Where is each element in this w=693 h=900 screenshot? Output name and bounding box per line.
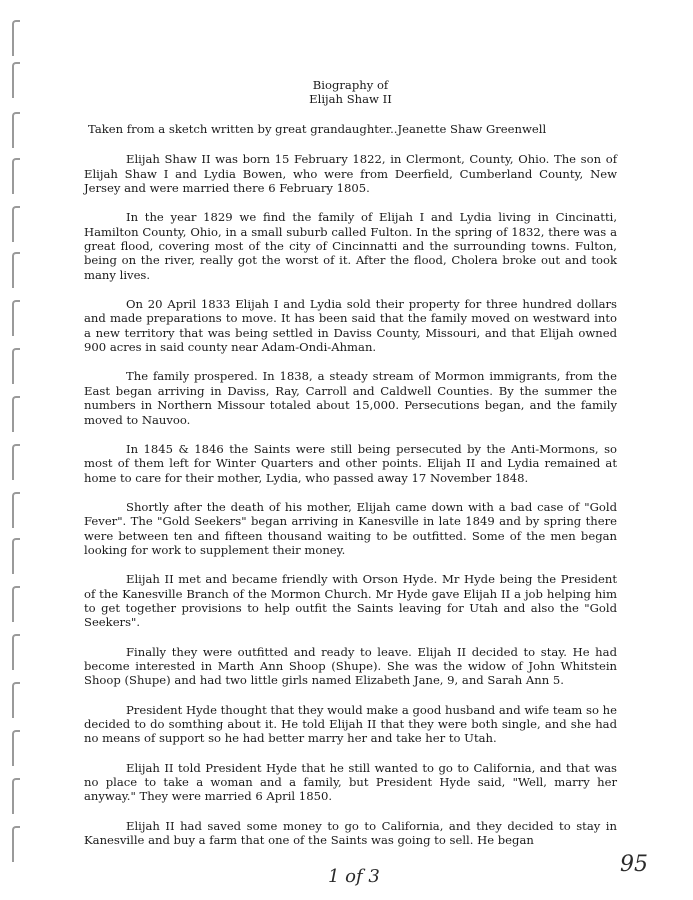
binder-ring xyxy=(12,778,20,814)
paragraph: On 20 April 1833 Elijah I and Lydia sold their property for three hundred dollars and made preparations to move. It has been said that the family moved on westward into a new territory that was being settled in Daviss County, Missouri, and that Elijah owned 900 acres in said county near Adam-Ondi-Ahman. xyxy=(84,297,617,355)
paragraph: Elijah II had saved some money to go to California, and they decided to stay in Kanesville and buy a farm that one of the Saints was going to sell. He began xyxy=(84,818,617,848)
binder-ring xyxy=(12,252,20,288)
binder-ring xyxy=(12,634,20,670)
handwritten-page-indicator: 1 of 3 xyxy=(328,866,380,887)
paragraph: In 1845 & 1846 the Saints were still being persecuted by the Anti-Mormons, so most of them left for Winter Quarters and other points. Elijah II and Lydia remained at home to care for their mother, Lydia, who passed away 17 November 1848. xyxy=(84,441,617,485)
binder-ring xyxy=(12,730,20,766)
binder-ring xyxy=(12,20,20,56)
binder-ring xyxy=(12,348,20,384)
title-line-1: Biography of xyxy=(312,78,389,92)
binder-ring xyxy=(12,586,20,622)
paragraph: In the year 1829 we find the family of Elijah I and Lydia living in Cincinatti, Hamilton County, Ohio, in a small suburb called Fulton. In the spring of 1832, there was a great flood, covering most of the city of Cincinnatti and the surrounding towns. Fulton, being on the river, really got the worst of it. After the flood, Cholera broke out and took many lives. xyxy=(84,210,617,282)
document-page xyxy=(84,78,617,862)
binder-ring xyxy=(12,300,20,336)
source-note: Taken from a sketch written by great grandaughter..Jeanette Shaw Greenwell xyxy=(88,122,547,136)
binder-ring xyxy=(12,112,20,148)
binder-ring xyxy=(12,444,20,480)
binder-ring xyxy=(12,206,20,242)
title-line-2: Elijah Shaw II xyxy=(309,92,392,106)
binder-ring xyxy=(12,158,20,194)
binder-ring xyxy=(12,682,20,718)
binder-ring xyxy=(12,62,20,98)
paragraph: President Hyde thought that they would make a good husband and wife team so he decided to do somthing about it. He told Elijah II that they were both single, and she had no means of support so he had better marry her and take her to Utah. xyxy=(84,702,617,746)
paragraph: The family prospered. In 1838, a steady stream of Mormon immigrants, from the East began arriving in Daviss, Ray, Carroll and Caldwell Counties. By the summer the numbers in Northern Missour totaled about 15,000. Persecutions began, and the family moved to Nauvoo. xyxy=(84,369,617,427)
paragraph: Finally they were outfitted and ready to leave. Elijah II decided to stay. He had become interested in Marth Ann Shoop (Shupe). She was the widow of John Whitstein Shoop (Shupe) and had two little girls named Elizabeth Jane, 9, and Sarah Ann 5. xyxy=(84,644,617,688)
paragraph: Elijah II met and became friendly with Orson Hyde. Mr Hyde being the President of the Kanesville Branch of the Mormon Church. Mr Hyde gave Elijah II a job helping him to get together provisions to help outfit the Saints leaving for Utah and also the "Gold Seekers". xyxy=(84,572,617,630)
paragraph: Elijah II told President Hyde that he still wanted to go to California, and that was no place to take a woman and a family, but President Hyde said, "Well, marry her anyway." They were married 6 April 1850. xyxy=(84,760,617,804)
handwritten-archive-number: 95 xyxy=(620,852,648,877)
document-title xyxy=(84,78,617,106)
paragraph: Elijah Shaw II was born 15 February 1822, in Clermont, County, Ohio. The son of Elijah Shaw I and Lydia Bowen, who were from Deerfield, Cumberland County, New Jersey and were married there 6 February 1805. xyxy=(84,152,617,196)
binder-ring xyxy=(12,826,20,862)
binder-ring xyxy=(12,492,20,528)
binder-ring xyxy=(12,396,20,432)
paragraph: Shortly after the death of his mother, Elijah came down with a bad case of "Gold Fever". The "Gold Seekers" began arriving in Kanesville in late 1849 and by spring there were between ten and fifteen thousand waiting to be outfitted. Some of the men began looking for work to supplement their money. xyxy=(84,499,617,557)
binder-ring xyxy=(12,538,20,574)
